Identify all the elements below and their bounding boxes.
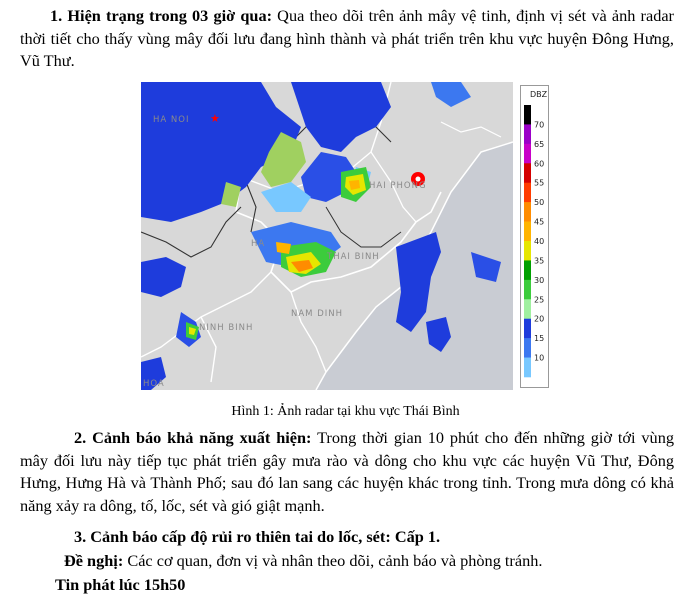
scale-tick-label: 45 bbox=[534, 217, 545, 227]
section-warning-heading: 2. Cảnh báo khả năng xuất hiện: bbox=[74, 428, 312, 447]
scale-tick-label: 55 bbox=[534, 178, 545, 188]
map-label-ha: HA bbox=[251, 239, 266, 249]
scale-tick-label: 60 bbox=[534, 159, 545, 169]
scale-tick-label: 40 bbox=[534, 237, 545, 246]
scale-tick-label: 35 bbox=[534, 256, 545, 266]
section-warning bbox=[20, 427, 674, 517]
scale-color-band bbox=[524, 319, 531, 339]
dbz-color-scale bbox=[520, 85, 549, 388]
section-current-status-heading: 1. Hiện trạng trong 03 giờ qua: bbox=[50, 6, 273, 25]
svg-text:★: ★ bbox=[210, 112, 220, 125]
recommendation bbox=[64, 550, 674, 573]
map-label-ninh-binh: NINH BINH bbox=[199, 323, 254, 333]
scale-color-band bbox=[524, 202, 531, 222]
scale-color-band bbox=[524, 124, 531, 144]
scale-tick-label: 70 bbox=[534, 120, 545, 130]
figure-caption: Hình 1: Ảnh radar tại khu vực Thái Bình bbox=[231, 404, 460, 419]
radar-map bbox=[141, 82, 513, 390]
radar-figure bbox=[141, 82, 549, 390]
section-warning-text: Trong thời gian 10 phút cho đến những giờ tới vùng mây đối lưu này tiếp tục phát triển gây mưa rào và dông cho khu vực các huyện Vũ Thư, Đông Hưng, Hưng Hà và Thành Phố; sau đó lan sang các huyện khác trong tỉnh. Trong mưa dông có khả năng xảy ra dông, tố, lốc, sét và gió giật mạnh. bbox=[20, 428, 674, 515]
scale-color-band bbox=[524, 163, 531, 183]
scale-color-band bbox=[524, 280, 531, 300]
section-risk-level bbox=[74, 526, 674, 549]
scale-color-band bbox=[524, 260, 531, 280]
scale-tick-label: 65 bbox=[534, 139, 545, 149]
section-current-status-text: Qua theo dõi trên ảnh mây vệ tinh, định vị sét và ảnh radar thời tiết cho thấy vùng mây đối lưu đang hình thành và phát triển trên khu vực huyện Đông Hưng, Vũ Thư. bbox=[20, 6, 674, 70]
issued-time bbox=[55, 574, 355, 597]
scale-color-band bbox=[524, 105, 531, 125]
recommendation-label: Đề nghị: bbox=[64, 551, 124, 570]
scale-color-band bbox=[524, 358, 531, 378]
scale-tick-label: 30 bbox=[534, 275, 545, 285]
map-label-hai-phong: HAI PHONG bbox=[369, 181, 427, 191]
scale-color-band bbox=[524, 144, 531, 164]
issued-time-text: Tin phát lúc 15h50 bbox=[55, 575, 186, 594]
map-label-hoa: HOA bbox=[143, 379, 165, 389]
scale-color-band bbox=[524, 183, 531, 203]
scale-tick-label: 15 bbox=[534, 334, 545, 344]
recommendation-text: Các cơ quan, đơn vị và nhân theo dõi, cảnh báo và phòng tránh. bbox=[123, 551, 543, 570]
map-label-ha-noi: HA NOI bbox=[153, 115, 190, 125]
section-risk-level-heading: 3. Cảnh báo cấp độ rủi ro thiên tai do lốc, sét: Cấp 1. bbox=[74, 527, 441, 546]
scale-unit: DBZ bbox=[530, 90, 548, 99]
scale-tick-label: 10 bbox=[534, 353, 545, 363]
scale-tick-label: 20 bbox=[534, 314, 545, 324]
scale-tick-label: 50 bbox=[534, 198, 545, 208]
map-label-thai-binh: THAI BINH bbox=[327, 252, 380, 262]
map-label-nam-dinh: NAM DINH bbox=[291, 309, 344, 319]
section-current-status bbox=[20, 5, 674, 73]
scale-color-band bbox=[524, 241, 531, 261]
scale-tick-label: 25 bbox=[534, 295, 545, 305]
scale-color-band bbox=[524, 338, 531, 358]
scale-color-band bbox=[524, 299, 531, 319]
scale-color-band bbox=[524, 222, 531, 242]
